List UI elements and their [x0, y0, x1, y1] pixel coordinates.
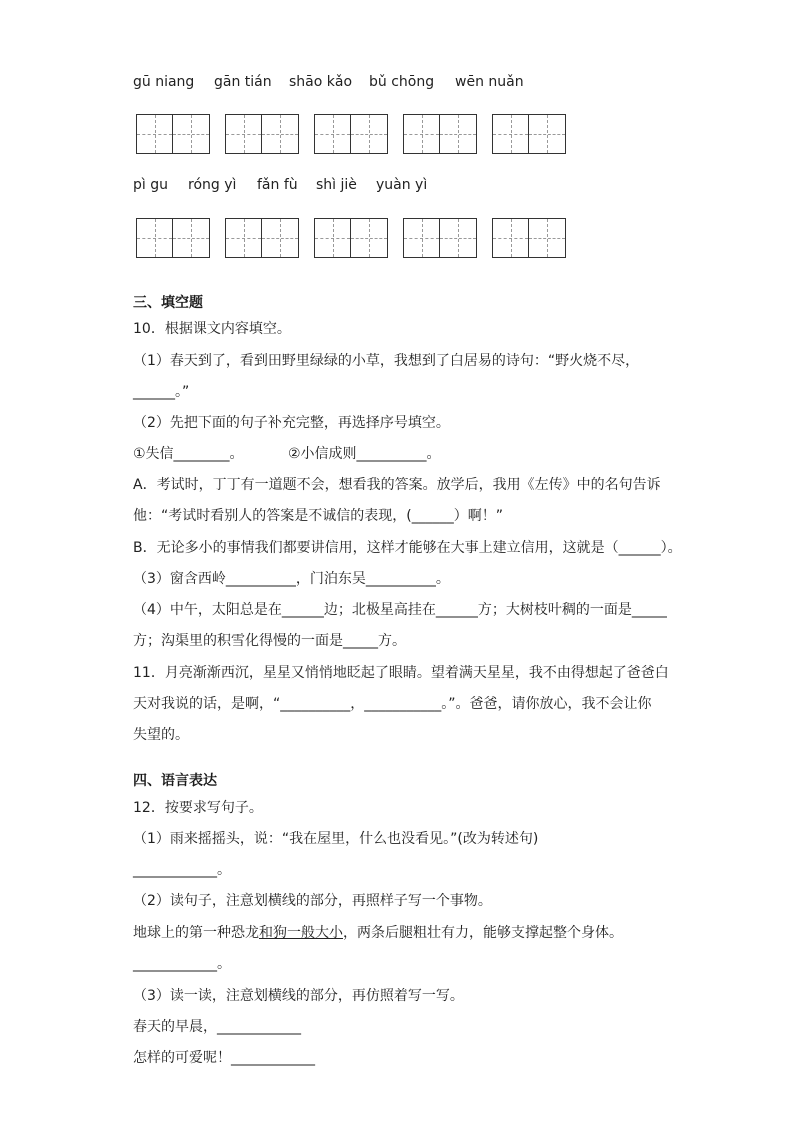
pinyin-4: bǔ chōng	[369, 74, 435, 90]
question-12: 12．按要求写句子。	[133, 800, 263, 816]
q10-part3: （3）窗含西岭__________，门泊东吴__________。	[133, 571, 450, 587]
q10-option1: ①失信________。	[133, 446, 244, 462]
char-grid[interactable]	[403, 218, 477, 258]
char-grid[interactable]	[492, 218, 566, 258]
pinyin-10: yuàn yì	[376, 177, 428, 193]
q12-part3-line2: 怎样的可爱呢！____________	[133, 1050, 315, 1066]
q12-part2: （2）读句子，注意划横线的部分，再照样子写一个事物。	[133, 893, 492, 909]
char-grid[interactable]	[403, 114, 477, 154]
q10-part1-line2: ______。”	[133, 384, 190, 400]
pinyin-3: shāo kǎo	[289, 74, 353, 90]
q11-line3: 失望的。	[133, 727, 189, 743]
q10-A-line1: A．考试时，丁丁有一道题不会，想看我的答案。放学后，我用《左传》中的名句告诉	[133, 477, 661, 493]
q12-part2-answer: ____________。	[133, 956, 231, 972]
q10-part1-line1: （1）春天到了，看到田野里绿绿的小草，我想到了白居易的诗句：“野火烧不尽，	[133, 353, 640, 369]
pinyin-9: shì jiè	[316, 177, 357, 193]
char-grid[interactable]	[225, 114, 299, 154]
q11-line1: 11．月亮渐渐西沉，星星又悄悄地眨起了眼睛。望着满天星星，我不由得想起了爸爸白	[133, 665, 669, 681]
q12-part2-sentence	[133, 922, 623, 942]
q12-part3-line1: 春天的早晨，____________	[133, 1019, 301, 1035]
q10-part2: （2）先把下面的句子补充完整，再选择序号填空。	[133, 415, 450, 431]
pinyin-2: gān tián	[214, 74, 272, 90]
q11-line2: 天对我说的话，是啊，“__________，___________。”。爸爸，请你放心，我不会让你	[133, 696, 652, 712]
char-grid[interactable]	[314, 218, 388, 258]
q10-option2: ②小信成则__________。	[288, 446, 441, 462]
q12-part3: （3）读一读，注意划横线的部分，再仿照着写一写。	[133, 988, 464, 1004]
pinyin-5: wēn nuǎn	[455, 74, 524, 90]
section-title: 四、语言表达	[133, 773, 217, 789]
pinyin-7: róng yì	[188, 177, 237, 193]
pinyin-1: gū niang	[133, 74, 195, 90]
q10-B: B．无论多小的事情我们都要讲信用，这样才能够在大事上建立信用，这就是（______）。	[133, 540, 682, 556]
char-grid[interactable]	[314, 114, 388, 154]
char-grid[interactable]	[136, 218, 210, 258]
char-grid[interactable]	[136, 114, 210, 154]
sentence-end: ，两条后腿粗壮有力，能够支撑起整个身体。	[343, 925, 623, 941]
pinyin-6: pì gu	[133, 177, 168, 193]
pinyin-8: fǎn fù	[257, 177, 298, 193]
section-title: 三、填空题	[133, 295, 203, 311]
char-grid[interactable]	[492, 114, 566, 154]
q10-part4-line2: 方；沟渠里的积雪化得慢的一面是_____方。	[133, 633, 406, 649]
q12-part1-answer: ____________。	[133, 862, 231, 878]
q12-part1: （1）雨来摇摇头，说：“我在屋里，什么也没看见。”(改为转述句)	[133, 831, 539, 847]
sentence-start: 地球上的第一种恐龙	[133, 925, 259, 941]
char-grid[interactable]	[225, 218, 299, 258]
question-10: 10．根据课文内容填空。	[133, 321, 291, 337]
q10-part4-line1: （4）中午，太阳总是在______边；北极星高挂在______方；大树枝叶稠的一面是_____	[133, 602, 667, 618]
q10-A-line2: 他：“考试时看别人的答案是不诚信的表现，(______）啊！”	[133, 508, 503, 524]
underlined-phrase: 和狗一般大小	[259, 925, 343, 941]
